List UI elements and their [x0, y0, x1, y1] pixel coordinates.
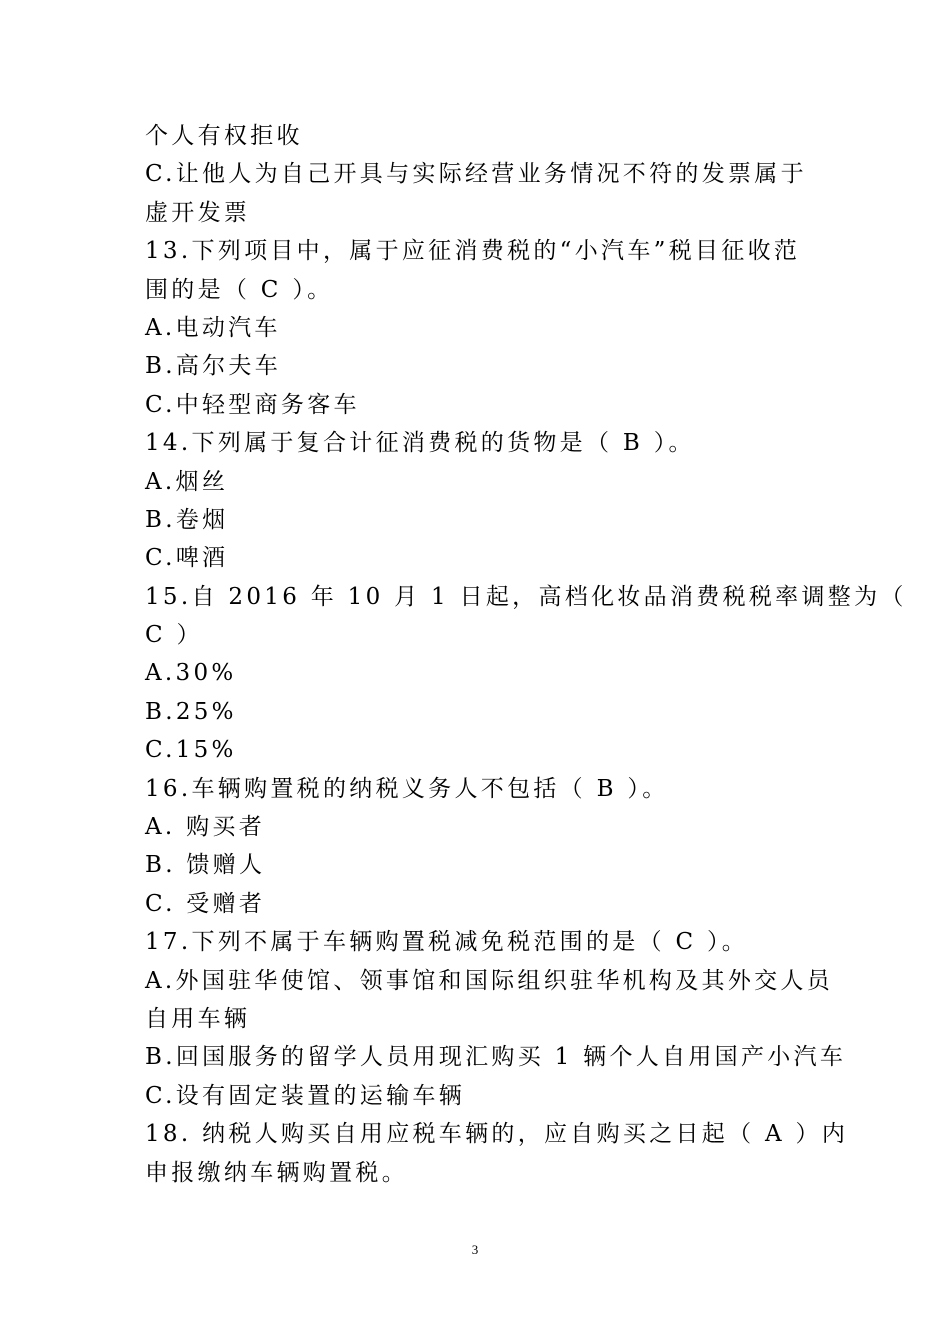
option-c: C.啤酒 — [145, 545, 229, 572]
option-a: A.电动汽车 — [145, 314, 281, 341]
text-line: C.让他人为自己开具与实际经营业务情况不符的发票属于 — [145, 161, 807, 188]
question-16: 16.车辆购置税的纳税义务人不包括（ B ）。 — [145, 775, 669, 802]
text-line: 个人有权拒收 — [145, 123, 303, 149]
option-c: C.中轻型商务客车 — [145, 391, 360, 418]
option-c: C. 受赠者 — [145, 890, 266, 917]
option-b: B.高尔夫车 — [145, 353, 282, 380]
option-b: B.回国服务的留学人员用现汇购买 1 辆个人自用国产小汽车 — [145, 1044, 847, 1071]
option-a: A. 购买者 — [145, 814, 266, 841]
text-line: 虚开发票 — [145, 199, 251, 226]
question-17: 17.下列不属于车辆购置税减免税范围的是（ C ）。 — [145, 929, 749, 956]
question-18: 18. 纳税人购买自用应税车辆的，应自购买之日起（ A ）内 — [145, 1121, 849, 1148]
option-c: C.15% — [145, 737, 237, 764]
option-b: B.卷烟 — [145, 506, 229, 533]
text-line: 自用车辆 — [145, 1005, 251, 1032]
text-line: 围的是（ C ）。 — [145, 276, 334, 303]
question-15: 15.自 2016 年 10 月 1 日起，高档化妆品消费税税率调整为（ — [145, 583, 907, 610]
option-a: A.烟丝 — [145, 468, 229, 495]
text-line: C ） — [145, 622, 203, 649]
option-c: C.设有固定装置的运输车辆 — [145, 1082, 465, 1109]
text-line: 申报缴纳车辆购置税。 — [145, 1159, 408, 1186]
option-a: A.30% — [145, 660, 237, 687]
option-b: B. 馈赠人 — [145, 852, 266, 879]
option-a: A.外国驻华使馆、领事馆和国际组织驻华机构及其外交人员 — [145, 967, 834, 994]
question-13: 13.下列项目中，属于应征消费税的“小汽车”税目征收范 — [145, 238, 801, 265]
page-number: 3 — [471, 1242, 479, 1257]
question-14: 14.下列属于复合计征消费税的货物是（ B ）。 — [145, 430, 695, 457]
page-body — [145, 117, 907, 1192]
option-b: B.25% — [145, 698, 237, 725]
